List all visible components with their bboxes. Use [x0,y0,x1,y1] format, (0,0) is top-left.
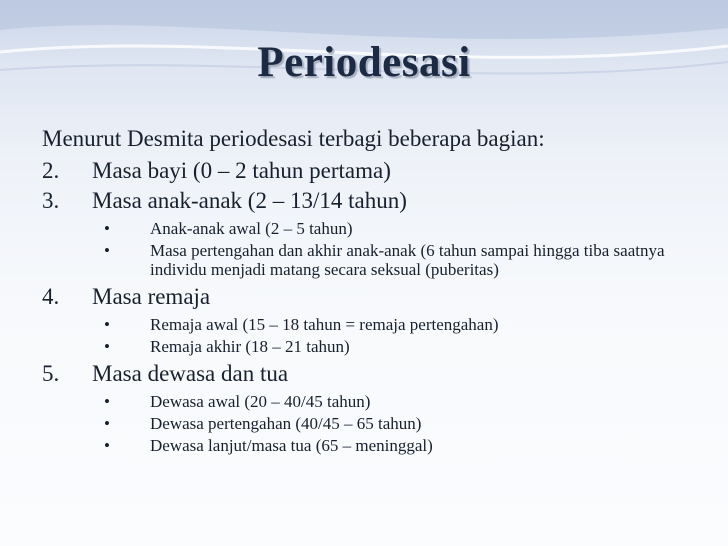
sub-item-label: Anak-anak awal (2 – 5 tahun) [150,219,353,238]
sub-item-label: Masa pertengahan dan akhir anak-anak (6 tahun sampai hingga tiba saatnya individu menjadi matang secara seksual (puberitas) [150,241,665,279]
sub-item-label: Remaja awal (15 – 18 tahun = remaja pertengahan) [150,315,499,334]
bullet-icon: • [104,436,110,455]
item-number: 5. [42,361,60,386]
sub-item-label: Dewasa awal (20 – 40/45 tahun) [150,392,371,411]
bullet-icon: • [104,414,110,433]
sub-list-item [42,414,712,433]
item-label: Masa anak-anak (2 – 13/14 tahun) [92,188,407,213]
sub-list-item [42,337,712,356]
item-label: Masa bayi (0 – 2 tahun pertama) [92,158,391,183]
sub-list-item [42,219,712,238]
bullet-icon: • [104,337,110,356]
bullet-icon: • [104,241,110,260]
sub-list-item [42,392,712,411]
bullet-icon: • [104,392,110,411]
list-item [42,156,712,186]
sub-item-label: Dewasa pertengahan (40/45 – 65 tahun) [150,414,422,433]
slide-content [42,124,712,458]
slide-title: Periodesasi [257,39,471,86]
intro-text: Menurut Desmita periodesasi terbagi beberapa bagian: [42,126,545,151]
item-number: 4. [42,284,60,309]
item-number: 2. [42,158,60,183]
sub-list-item [42,315,712,334]
sub-list-item [42,241,712,279]
bullet-icon: • [104,315,110,334]
list-item [42,186,712,216]
sub-item-label: Dewasa lanjut/masa tua (65 – meninggal) [150,436,433,455]
bullet-icon: • [104,219,110,238]
list-item [42,359,712,389]
item-number: 3. [42,188,60,213]
sub-list-item [42,436,712,455]
list-item [42,282,712,312]
sub-item-label: Remaja akhir (18 – 21 tahun) [150,337,350,356]
item-label: Masa remaja [92,284,211,309]
item-label: Masa dewasa dan tua [92,361,289,386]
